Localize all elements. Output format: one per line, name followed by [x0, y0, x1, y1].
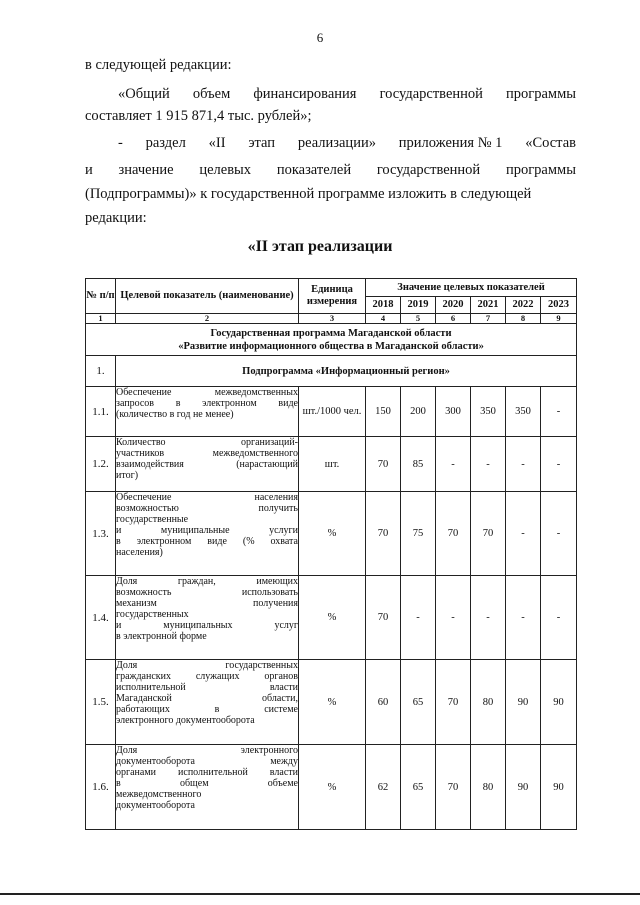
unit-cell: %: [299, 745, 366, 830]
indicator-name: Обеспечение межведомственных запросов в электронном виде (количество в год не менее): [116, 387, 299, 437]
subprogram-title: Подпрограмма «Информационный регион»: [116, 356, 577, 387]
column-number: 1: [86, 314, 116, 324]
table-row: [86, 492, 577, 576]
page-bottom-rule: [0, 893, 640, 895]
value-cell: 70: [436, 492, 471, 576]
value-cell: 90: [541, 660, 577, 745]
value-cell: -: [436, 437, 471, 492]
header-indicator: Целевой показатель (наименование): [116, 279, 299, 314]
value-cell: 90: [506, 660, 541, 745]
indicator-name: Обеспечение населения возможностью получить государственные и муниципальные услуги в электронном виде (% охвата населения): [116, 492, 299, 576]
value-cell: 70: [366, 437, 401, 492]
value-cell: 350: [506, 387, 541, 437]
header-year: 2022: [506, 297, 541, 314]
value-cell: 62: [366, 745, 401, 830]
column-number: 9: [541, 314, 577, 324]
unit-cell: %: [299, 576, 366, 660]
unit-cell: шт./1000 чел.: [299, 387, 366, 437]
value-cell: -: [471, 437, 506, 492]
value-cell: -: [506, 576, 541, 660]
table-row: [86, 745, 577, 830]
intro-line-5: и значение целевых показателей государственной программы: [85, 162, 576, 178]
header-no: № п/п: [86, 279, 116, 314]
value-cell: 80: [471, 660, 506, 745]
column-number: 6: [436, 314, 471, 324]
table-row: [86, 576, 577, 660]
intro-line-6: (Подпрограммы)» к государственной программе изложить в следующей: [85, 186, 532, 202]
value-cell: 80: [471, 745, 506, 830]
intro-line-4: - раздел «II этап реализации» приложения № 1 «Состав: [118, 135, 576, 151]
table-row: [86, 437, 577, 492]
header-year: 2019: [401, 297, 436, 314]
value-cell: 70: [366, 576, 401, 660]
indicator-name: Доля граждан, имеющих возможность использовать механизм получения государственных и муниципальных услуг в электронной форме: [116, 576, 299, 660]
row-number: 1.1.: [86, 387, 116, 437]
value-cell: 70: [471, 492, 506, 576]
target-indicators-table: [85, 278, 577, 830]
program-title: Государственная программа Магаданской области «Развитие информационного общества в Магаданской области»: [86, 324, 577, 356]
value-cell: 70: [436, 660, 471, 745]
value-cell: 350: [471, 387, 506, 437]
row-number: 1.4.: [86, 576, 116, 660]
table-row: [86, 660, 577, 745]
indicator-name: Количество организаций- участников межведомственного взаимодействия (нарастающий итог): [116, 437, 299, 492]
value-cell: -: [471, 576, 506, 660]
value-cell: -: [541, 437, 577, 492]
indicator-name: Доля электронного документооборота между органами исполнительной власти в общем объеме межведомственного документооборота: [116, 745, 299, 830]
header-year: 2020: [436, 297, 471, 314]
value-cell: -: [541, 492, 577, 576]
header-values: Значение целевых показателей: [366, 279, 577, 297]
value-cell: -: [506, 437, 541, 492]
row-number: 1.2.: [86, 437, 116, 492]
intro-line-7: редакции:: [85, 210, 147, 226]
value-cell: -: [436, 576, 471, 660]
row-number: 1.6.: [86, 745, 116, 830]
unit-cell: %: [299, 492, 366, 576]
column-number: 3: [299, 314, 366, 324]
value-cell: -: [541, 387, 577, 437]
value-cell: 70: [366, 492, 401, 576]
value-cell: 300: [436, 387, 471, 437]
intro-line-1: в следующей редакции:: [85, 57, 232, 73]
page-number: 6: [316, 30, 324, 45]
value-cell: 200: [401, 387, 436, 437]
indicator-name: Доля государственных гражданских служащих органов исполнительной власти Магаданской области, работающих в системе электронного документооборота: [116, 660, 299, 745]
value-cell: -: [541, 576, 577, 660]
column-number: 7: [471, 314, 506, 324]
header-year: 2023: [541, 297, 577, 314]
value-cell: 60: [366, 660, 401, 745]
intro-line-2: «Общий объем финансирования государственной программы: [118, 86, 576, 102]
value-cell: 75: [401, 492, 436, 576]
subprogram-number: 1.: [86, 356, 116, 387]
value-cell: 65: [401, 745, 436, 830]
column-number: 4: [366, 314, 401, 324]
row-number: 1.5.: [86, 660, 116, 745]
section-title: «II этап реализации: [247, 238, 393, 255]
value-cell: 85: [401, 437, 436, 492]
column-number: 8: [506, 314, 541, 324]
header-unit: Единица измерения: [299, 279, 366, 314]
unit-cell: %: [299, 660, 366, 745]
intro-line-3: составляет 1 915 871,4 тыс. рублей»;: [85, 108, 312, 124]
header-year: 2018: [366, 297, 401, 314]
value-cell: 90: [506, 745, 541, 830]
value-cell: 150: [366, 387, 401, 437]
unit-cell: шт.: [299, 437, 366, 492]
row-number: 1.3.: [86, 492, 116, 576]
value-cell: -: [506, 492, 541, 576]
column-number: 2: [116, 314, 299, 324]
table-row: [86, 387, 577, 437]
column-number: 5: [401, 314, 436, 324]
value-cell: -: [401, 576, 436, 660]
value-cell: 90: [541, 745, 577, 830]
value-cell: 70: [436, 745, 471, 830]
value-cell: 65: [401, 660, 436, 745]
header-year: 2021: [471, 297, 506, 314]
